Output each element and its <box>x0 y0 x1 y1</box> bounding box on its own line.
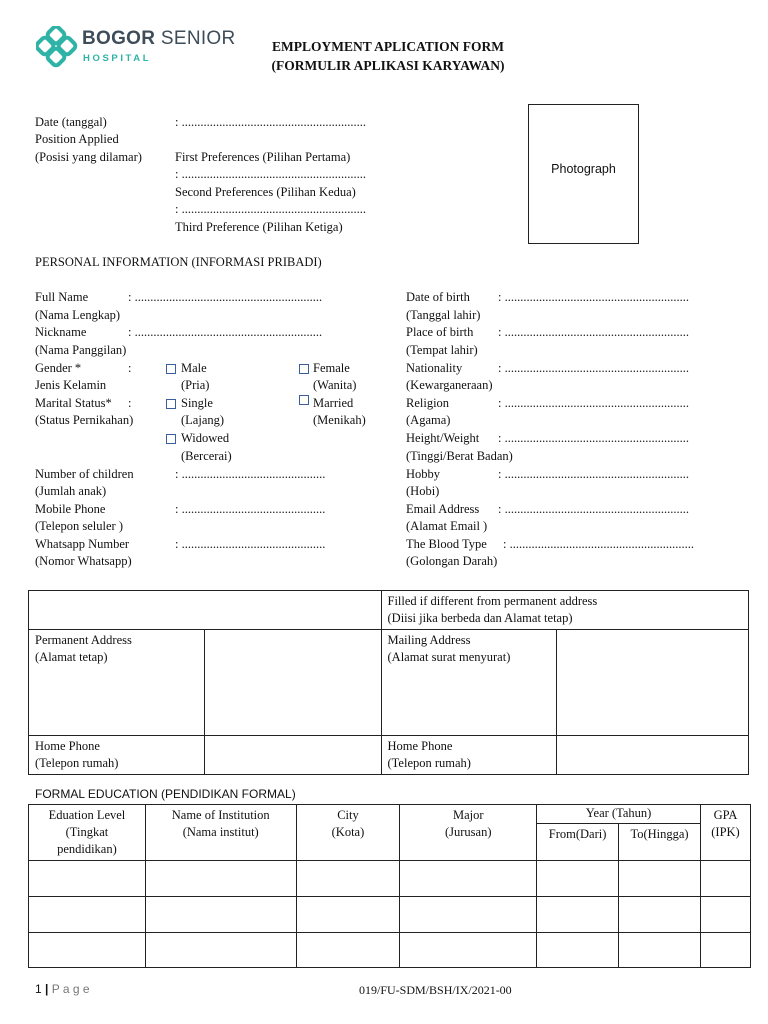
single-label: Single <box>181 396 213 410</box>
education-cell[interactable] <box>400 897 537 933</box>
permanent-address-label: Permanent Address <box>35 633 132 647</box>
email-label-id: (Alamat Email ) <box>406 519 488 533</box>
blood-type-field[interactable]: : ........................................................... <box>503 537 694 551</box>
education-cell[interactable] <box>619 933 701 968</box>
education-cell[interactable] <box>400 933 537 968</box>
page-number: 1 <box>35 982 42 996</box>
female-checkbox[interactable] <box>299 364 309 374</box>
education-cell[interactable] <box>29 897 146 933</box>
address-note: Filled if different from permanent address <box>387 594 598 608</box>
education-cell[interactable] <box>400 861 537 897</box>
female-label: Female <box>313 361 350 375</box>
education-level-label-id1: (Tingkat <box>65 825 109 839</box>
gender-label-id: Jenis Kelamin <box>35 378 107 392</box>
second-preference-field[interactable]: : ........................................................... <box>175 202 366 216</box>
email-label: Email Address <box>406 502 480 516</box>
date-label: Date (tanggal) <box>35 115 107 129</box>
address-table <box>28 590 749 775</box>
photograph-box[interactable] <box>528 104 639 244</box>
gpa-header <box>700 805 750 861</box>
hospital-logo-icon <box>36 26 82 72</box>
religion-label: Religion <box>406 396 450 410</box>
male-label: Male <box>181 361 207 375</box>
nickname-field[interactable]: : ............................................................ <box>128 325 323 339</box>
height-weight-field[interactable]: : ........................................................... <box>498 431 689 445</box>
education-cell[interactable] <box>29 933 146 968</box>
nickname-label-id: (Nama Panggilan) <box>35 343 127 357</box>
whatsapp-label-id: (Nomor Whatsapp) <box>35 554 132 568</box>
mailing-address-label: Mailing Address <box>387 633 471 647</box>
education-level-label-id2: pendidikan) <box>57 842 117 856</box>
male-label-id: (Pria) <box>181 378 210 392</box>
mailing-address-input[interactable] <box>557 630 749 736</box>
married-label-id: (Menikah) <box>313 413 366 427</box>
address-note-cell <box>381 591 749 630</box>
gender-label: Gender * <box>35 361 82 375</box>
home-phone-label-cell <box>29 736 205 775</box>
hobby-label: Hobby <box>406 467 441 481</box>
home-phone-label-id: (Telepon rumah) <box>35 756 119 770</box>
document-code: 019/FU-SDM/BSH/IX/2021-00 <box>359 983 512 997</box>
first-preference-label: First Preferences (Pilihan Pertama) <box>175 150 351 164</box>
permanent-address-label-cell <box>29 630 205 736</box>
nickname-label: Nickname <box>35 325 87 339</box>
third-preference-label: Third Preference (Pilihan Ketiga) <box>175 220 343 234</box>
education-cell[interactable] <box>145 933 296 968</box>
education-cell[interactable] <box>700 897 750 933</box>
logo-wordmark: BOGOR SENIOR <box>82 28 236 49</box>
home-phone-input[interactable] <box>204 736 381 775</box>
gpa-label: GPA <box>713 808 738 822</box>
married-checkbox[interactable] <box>299 395 309 405</box>
blood-type-label: The Blood Type <box>406 537 487 551</box>
height-weight-label-id: (Tinggi/Berat Badan) <box>406 449 513 463</box>
dob-label: Date of birth <box>406 290 470 304</box>
nationality-label-id: (Kewarganeraan) <box>406 378 493 392</box>
education-cell[interactable] <box>29 861 146 897</box>
mailing-address-label-cell <box>381 630 557 736</box>
full-name-field[interactable]: : ............................................................ <box>128 290 323 304</box>
to-label: To(Hingga) <box>630 827 689 842</box>
mobile-phone-label: Mobile Phone <box>35 502 106 516</box>
mobile-phone-label-id: (Telepon seluler ) <box>35 519 123 533</box>
widowed-label: Widowed <box>181 431 230 445</box>
height-weight-label: Height/Weight <box>406 431 480 445</box>
mobile-phone-field[interactable]: : .............................................. <box>175 502 326 516</box>
education-heading: FORMAL EDUCATION (PENDIDIKAN FORMAL) <box>35 787 296 801</box>
education-cell[interactable] <box>700 861 750 897</box>
marital-status-label: Marital Status* <box>35 396 112 410</box>
mailing-address-label-id: (Alamat surat menyurat) <box>387 650 511 664</box>
year-label: Year (Tahun) <box>585 806 652 820</box>
nationality-field[interactable]: : ........................................................... <box>498 361 689 375</box>
education-cell[interactable] <box>296 861 400 897</box>
gpa-label-id: (IPK) <box>711 825 740 839</box>
education-cell[interactable] <box>537 861 619 897</box>
education-cell[interactable] <box>537 933 619 968</box>
nationality-label: Nationality <box>406 361 463 375</box>
institution-header <box>145 805 296 861</box>
single-checkbox[interactable] <box>166 399 176 409</box>
from-header <box>537 824 619 861</box>
photograph-label: Photograph <box>551 162 616 176</box>
full-name-label: Full Name <box>35 290 89 304</box>
page-word: P a g e <box>51 982 90 996</box>
permanent-address-label-id: (Alamat tetap) <box>35 650 108 664</box>
education-level-header <box>29 805 146 861</box>
children-label: Number of children <box>35 467 134 481</box>
city-header <box>296 805 400 861</box>
mailing-home-phone-label-cell <box>381 736 557 775</box>
married-label: Married <box>313 396 354 410</box>
full-name-label-id: (Nama Lengkap) <box>35 308 121 322</box>
hobby-label-id: (Hobi) <box>406 484 440 498</box>
city-label: City <box>337 808 359 822</box>
dob-label-id: (Tanggal lahir) <box>406 308 481 322</box>
form-subtitle: (FORMULIR APLIKASI KARYAWAN) <box>271 58 505 73</box>
pob-label-id: (Tempat lahir) <box>406 343 478 357</box>
pob-label: Place of birth <box>406 325 474 339</box>
dob-field[interactable]: : ........................................................... <box>498 290 689 304</box>
male-checkbox[interactable] <box>166 364 176 374</box>
major-label: Major <box>452 808 484 822</box>
permanent-address-input[interactable] <box>204 630 381 736</box>
single-label-id: (Lajang) <box>181 413 225 427</box>
hobby-field[interactable]: : ........................................................... <box>498 467 689 481</box>
education-cell[interactable] <box>619 897 701 933</box>
city-label-id: (Kota) <box>331 825 365 839</box>
personal-info-heading: PERSONAL INFORMATION (INFORMASI PRIBADI) <box>35 255 322 269</box>
form-title: EMPLOYMENT APLICATION FORM <box>271 39 504 54</box>
to-header <box>619 824 701 861</box>
mailing-home-phone-label-id: (Telepon rumah) <box>387 756 471 770</box>
second-preference-label: Second Preferences (Pilihan Kedua) <box>175 185 356 199</box>
position-label: Position Applied <box>35 132 119 146</box>
marital-colon: : <box>128 396 132 410</box>
mailing-home-phone-label: Home Phone <box>387 739 453 753</box>
logo-subtitle: HOSPITAL <box>83 53 152 64</box>
first-preference-field[interactable]: : ........................................................... <box>175 167 366 181</box>
education-cell[interactable] <box>296 897 400 933</box>
female-label-id: (Wanita) <box>313 378 357 392</box>
education-cell[interactable] <box>700 933 750 968</box>
whatsapp-label: Whatsapp Number <box>35 537 130 551</box>
education-cell[interactable] <box>145 861 296 897</box>
education-level-label: Eduation Level <box>48 808 126 822</box>
major-label-id: (Jurusan) <box>444 825 492 839</box>
page-footer <box>35 981 90 998</box>
pob-field[interactable]: : ........................................................... <box>498 325 689 339</box>
mailing-home-phone-input[interactable] <box>557 736 749 775</box>
children-field[interactable]: : .............................................. <box>175 467 326 481</box>
marital-status-label-id: (Status Pernikahan) <box>35 413 134 427</box>
email-field[interactable]: : ........................................................... <box>498 502 689 516</box>
education-cell[interactable] <box>537 897 619 933</box>
education-cell[interactable] <box>145 897 296 933</box>
major-header <box>400 805 537 861</box>
home-phone-label: Home Phone <box>35 739 100 753</box>
religion-field[interactable]: : ........................................................... <box>498 396 689 410</box>
gender-colon: : <box>128 361 132 375</box>
education-cell[interactable] <box>619 861 701 897</box>
address-note-id: (Diisi jika berbeda dan Alamat tetap) <box>387 611 573 625</box>
from-label: From(Dari) <box>548 827 607 842</box>
education-cell[interactable] <box>296 933 400 968</box>
religion-label-id: (Agama) <box>406 413 451 427</box>
institution-label: Name of Institution <box>171 808 270 822</box>
address-header-empty <box>29 591 382 630</box>
children-label-id: (Jumlah anak) <box>35 484 107 498</box>
widowed-label-id: (Bercerai) <box>181 449 232 463</box>
year-header <box>537 805 701 824</box>
education-table <box>28 804 751 968</box>
position-label-id: (Posisi yang dilamar) <box>35 150 142 164</box>
whatsapp-field[interactable]: : .............................................. <box>175 537 326 551</box>
institution-label-id: (Nama institut) <box>182 825 259 839</box>
blood-type-label-id: (Golongan Darah) <box>406 554 498 568</box>
date-field[interactable]: : ........................................................... <box>175 115 366 129</box>
page-separator: | <box>45 982 49 996</box>
widowed-checkbox[interactable] <box>166 434 176 444</box>
